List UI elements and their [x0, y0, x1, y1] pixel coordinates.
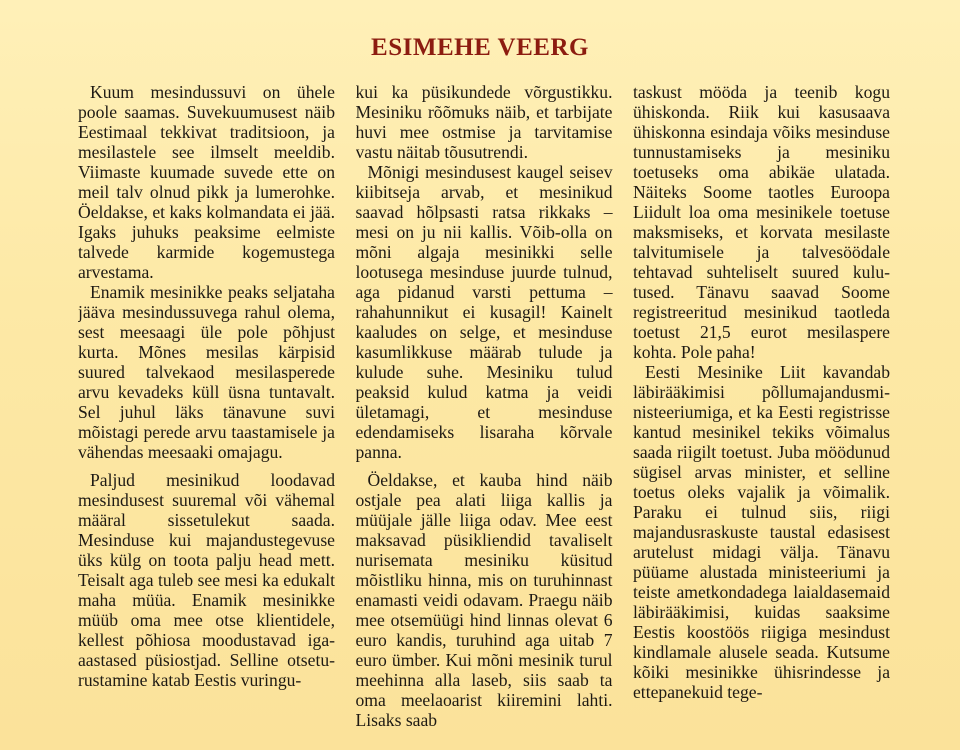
- column-1: [78, 82, 335, 750]
- paragraph: Eesti Mesinike Liit kavandab läbirääkimisi põllumajandusministeeriumiga, et ka Eesti registrisse kantud mesinikel tekiks võimalus saada riigilt toetust. Juba möödunud sügisel arvas minister, et selline toetus oleks vajalik ja võimalik. Paraku ei tulnud siis, riigi majandusraskuste taustal edasisest arutelust midagi välja. Tänavu püüame alustada ministeeriumi ja teiste ametkondadega laialdasemaid läbirääkimisi, kuidas saaksime Eestis koostöös riigiga mesindust kindlamale alusele seada. Kutsume kõiki mesinikke ühisrindesse ja ettepanekuid tege-: [633, 362, 890, 702]
- paragraph: Paljud mesinikud loodavad mesindusest suuremal või vähemal määral sissetulekut saada. Mesinduse kui majandustegevuse üks külg on toota palju head mett. Teisalt aga tuleb see mesi ka edukalt maha müüa. Enamik mesinikke müüb oma mee otse klientidele, kellest põhiosa moodustavad iga-aastased püsiostjad. Selline otseturustamine katab Eestis vuringu-: [78, 470, 335, 690]
- paragraph: Mõnigi mesindusest kaugel seisev kiibitseja arvab, et mesinikud saavad hõlpsasti ratsa rikkaks – mesi on ju nii kallis. Võib-olla on mõni algaja mesinikki selle lootusega mesinduse juurde tulnud, aga pidanud varsti pettuma – rahahunnikut ei kusagil! Kainelt kaaludes on selge, et mesinduse kasumlikkuse määrab tulude ja kulude suhe. Mesiniku tulud peaksid kulud katma ja veidi ületamagi, et mesinduse edendamiseks lisaraha kõrvale panna.: [355, 162, 613, 462]
- page-title: ESIMEHE VEERG: [371, 34, 589, 61]
- column-3: [633, 82, 890, 750]
- article-body: [78, 82, 890, 750]
- paragraph: Öeldakse, et kauba hind näib ostjale pea alati liiga kallis ja müüjale jälle liiga odav. Mee eest maksavad püsikliendid tavaliselt nurisemata mesiniku küsitud mõistliku hinna, mis on turuhinnast enamasti veidi odavam. Praegu näib mee otsemüügi hind linnas olevat 6 euro kandis, turuhind aga uitab 7 euro ümber. Kui mõni mesinik turul meehinna alla laseb, siis saab ta oma meelaoarist kiiremini lahti. Lisaks saab: [355, 470, 613, 730]
- paragraph: taskust mööda ja teenib kogu ühiskonda. Riik kui kasusaava ühiskonna esindaja võiks mesinduse tunnustamiseks ja mesiniku toetuseks oma abikäe ulatada. Näiteks Soome taotles Euroopa Liidult loa oma mesinikele toetuse maksmiseks, et korvata mesilaste talvitumisele ja talvesöödale tehtavad suhteliselt suured kulutused. Tänavu saavad Soome registreeritud mesinikud taotleda toetust 21,5 eurot mesilaspere kohta. Pole paha!: [633, 82, 890, 362]
- paragraph: Enamik mesinikke peaks seljataha jääva mesindussuvega rahul olema, sest meesaagi üle pole põhjust kurta. Mõnes mesilas kärpisid suured talvekaod mesilasperede arvu kevadeks küll üsna tuntavalt. Sel juhul läks tänavune suvi mõistagi perede arvu taastamisele ja vähendas meesaaki omajagu.: [78, 282, 335, 462]
- paragraph: kui ka püsikundede võrgustikku. Mesiniku rõõmuks näib, et tarbijate huvi mee ostmise ja tarvitamise vastu näitab tõusutrendi.: [355, 82, 613, 162]
- column-2: [356, 82, 613, 750]
- paragraph: Kuum mesindussuvi on ühele poole saamas. Suvekuumusest näib Eestimaal tekkivat traditsioon, ja mesilastele see ilmselt meeldib. Viimaste kuumade suvede ette on meil talv olnud pikk ja lumerohke. Öeldakse, et kaks kolmandata ei jää. Igaks juhuks peaksime eelmiste talvede karmide kogemustega arvestama.: [78, 82, 335, 282]
